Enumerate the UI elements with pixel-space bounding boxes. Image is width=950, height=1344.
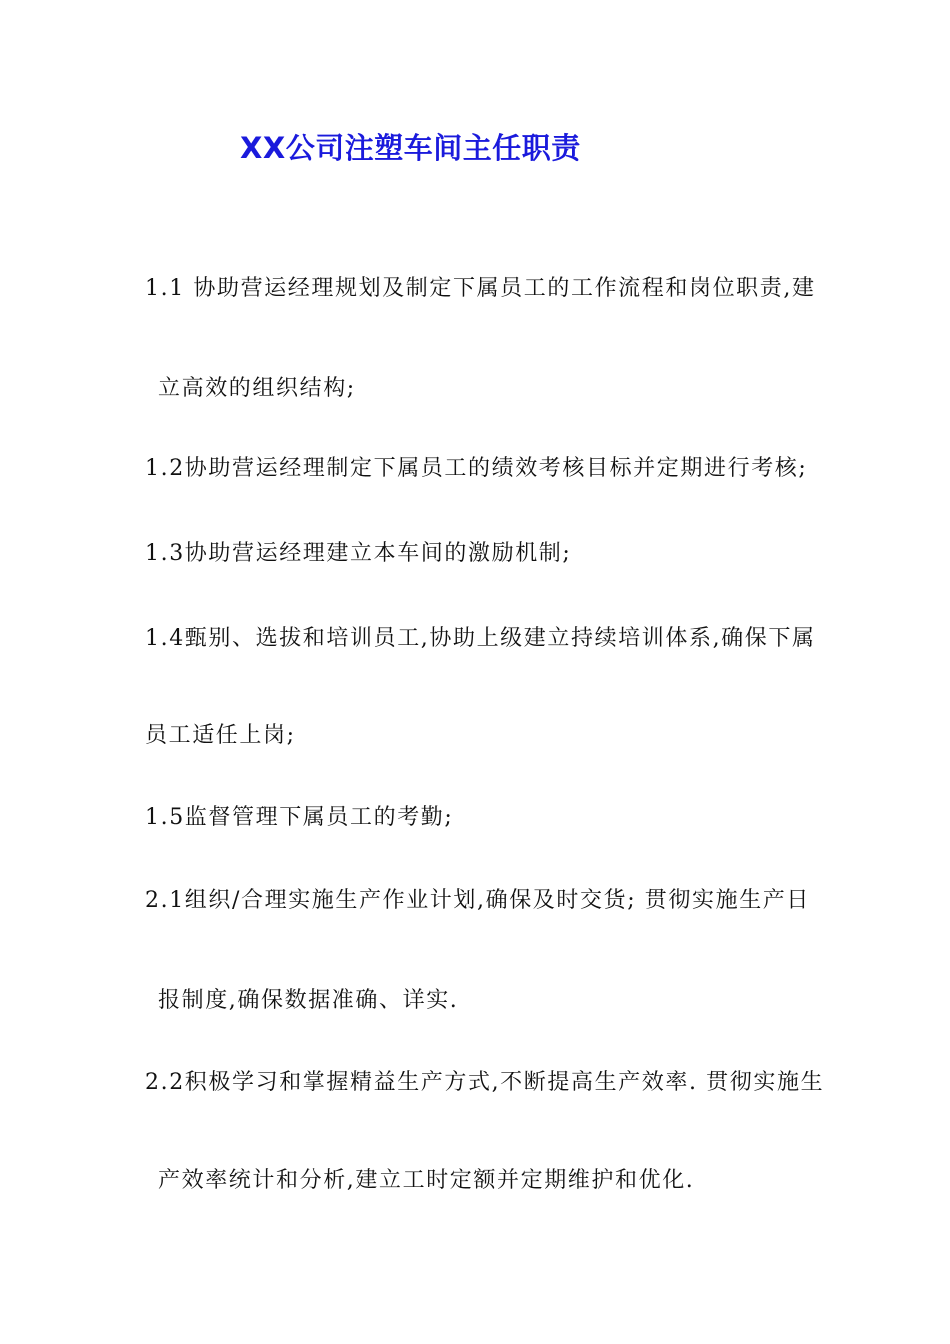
paragraph-1-4-line-2: 员工适任上岗; xyxy=(145,723,296,748)
paragraph-2-1-line-1: 2.1组织/合理实施生产作业计划,确保及时交货; 贯彻实施生产日 xyxy=(145,888,810,913)
paragraph-2-1-line-2: 报制度,确保数据准确、详实. xyxy=(158,988,459,1013)
paragraph-1-2: 1.2协助营运经理制定下属员工的绩效考核目标并定期进行考核; xyxy=(145,456,808,481)
document-title: XX公司注塑车间主任职责 xyxy=(240,131,581,165)
paragraph-1-4-line-1: 1.4甄别、选拔和培训员工,协助上级建立持续培训体系,确保下属 xyxy=(145,626,816,651)
paragraph-1-5: 1.5监督管理下属员工的考勤; xyxy=(145,805,454,830)
paragraph-1-3: 1.3协助营运经理建立本车间的激励机制; xyxy=(145,541,572,566)
paragraph-2-2-line-2: 产效率统计和分析,建立工时定额并定期维护和优化. xyxy=(158,1168,695,1193)
paragraph-1-1-line-1: 1.1 协助营运经理规划及制定下属员工的工作流程和岗位职责,建 xyxy=(145,276,816,301)
paragraph-1-1-line-2: 立高效的组织结构; xyxy=(158,376,356,401)
paragraph-2-2-line-1: 2.2积极学习和掌握精益生产方式,不断提高生产效率. 贯彻实施生 xyxy=(145,1070,825,1095)
